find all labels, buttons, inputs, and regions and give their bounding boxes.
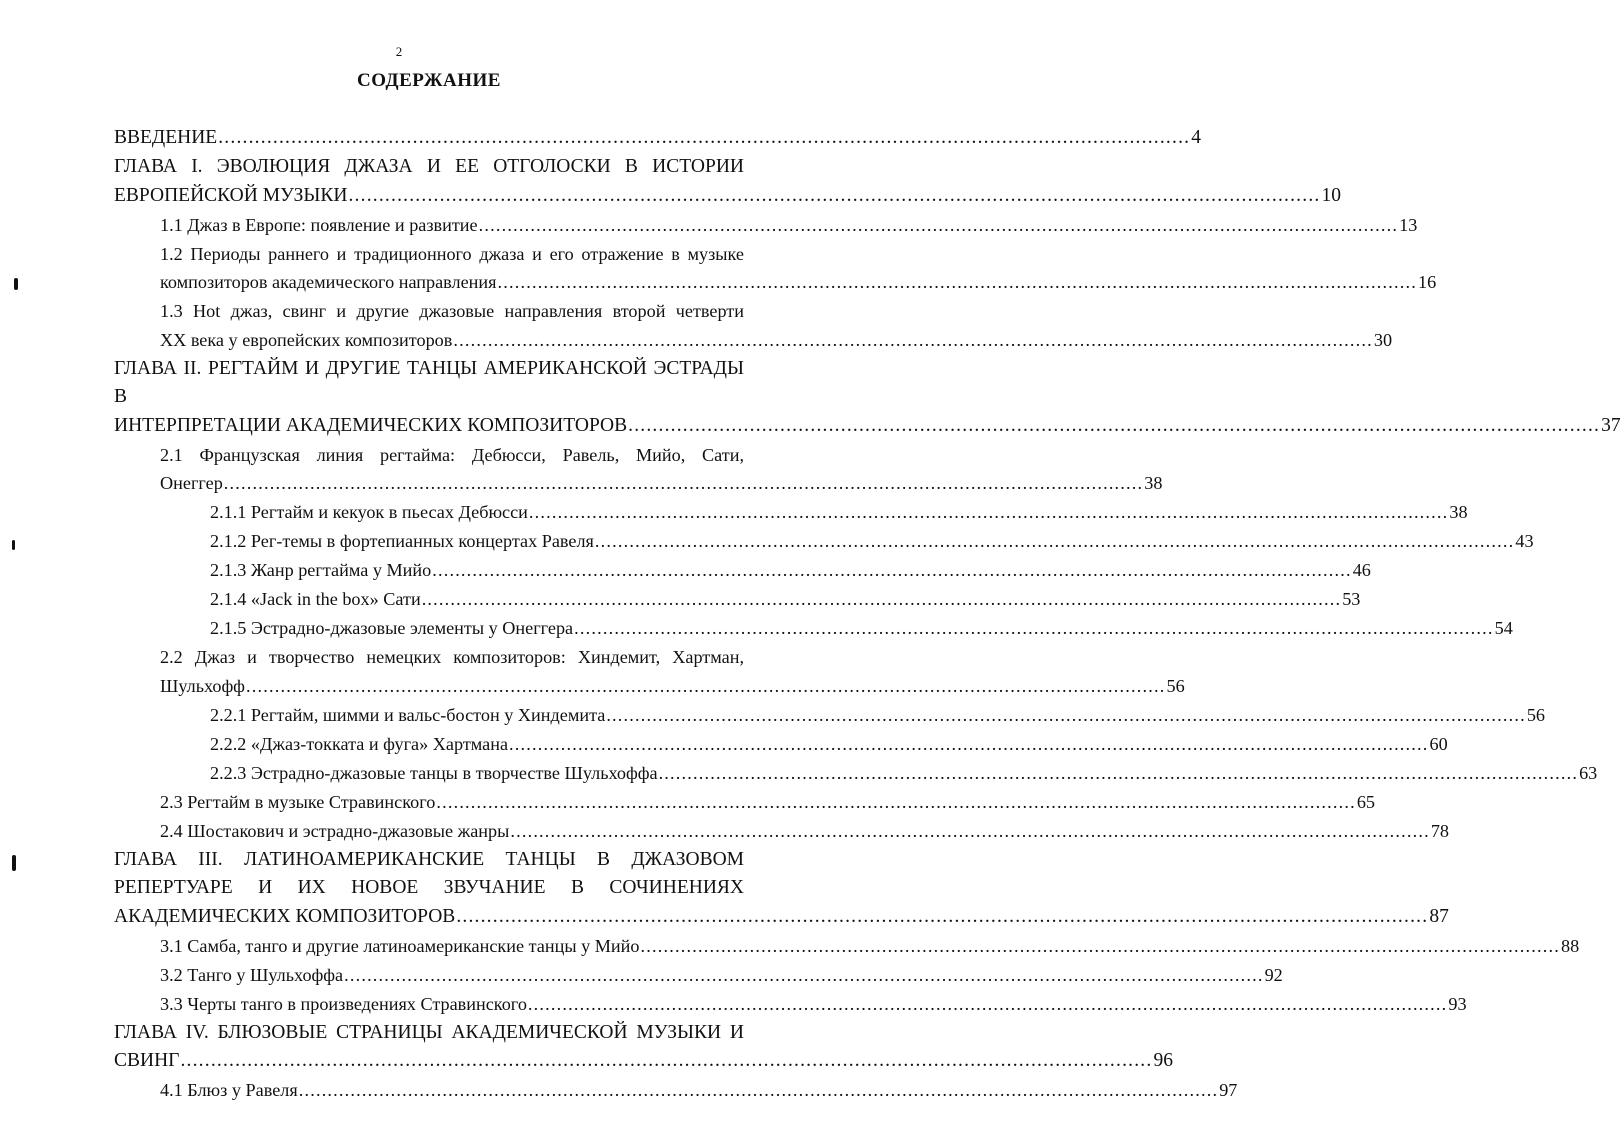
entry-page: 63 (1579, 762, 1598, 783)
toc-entry-2-2[interactable] (160, 643, 1185, 700)
dot-leader: ................................................................................................................................................................ (453, 329, 1373, 350)
toc-title: СОДЕРЖАНИЕ (357, 70, 501, 91)
entry-page: 13 (1399, 214, 1418, 235)
entry-page: 53 (1342, 589, 1361, 609)
entry-title: 3.2 Танго у Шульхоффа (160, 964, 344, 985)
toc-entry-2-1-5[interactable] (210, 614, 1513, 643)
scan-mark (12, 855, 16, 871)
entry-title: 2.1.4 «Jack in the box» Сати (210, 589, 421, 609)
dot-leader: ................................................................................................................................................................ (421, 589, 1342, 609)
entry-title: 3.3 Черты танго в произведениях Стравинского (160, 993, 527, 1014)
entry-page: 87 (1429, 905, 1449, 927)
entry-title: СВИНГ (114, 1050, 180, 1071)
entry-title: 2.2.2 «Джаз-токката и фуга» Хартмана (210, 733, 509, 754)
entry-page: 60 (1429, 733, 1448, 754)
entry-title: 2.4 Шостакович и эстрадно-джазовые жанры (160, 820, 510, 841)
dot-leader: ................................................................................................................................................................ (218, 127, 1191, 148)
dot-leader: ................................................................................................................................................................ (245, 675, 1166, 696)
dot-leader: ................................................................................................................................................................ (223, 473, 1144, 493)
dot-leader: ................................................................................................................................................................ (348, 184, 1321, 206)
toc-entry-2-1-1[interactable] (210, 498, 1468, 527)
entry-title-line: 1.3 Hot джаз, свинг и другие джазовые направления второй четверти (160, 301, 744, 321)
dot-leader: ................................................................................................................................................................ (456, 905, 1429, 927)
dot-leader: ................................................................................................................................................................ (527, 993, 1448, 1014)
entry-page: 10 (1321, 184, 1341, 206)
entry-page: 54 (1494, 618, 1513, 638)
dot-leader: ................................................................................................................................................................ (509, 733, 1429, 754)
entry-page: 30 (1373, 329, 1393, 350)
entry-title: 2.1.3 Жанр регтайма у Мийо (210, 560, 432, 580)
entry-title: 2.1.2 Рег-темы в фортепианных концертах Равеля (210, 531, 594, 551)
toc-entry-4-1[interactable] (160, 1076, 1238, 1105)
entry-page: 78 (1430, 820, 1450, 841)
entry-page: 16 (1418, 272, 1437, 292)
entry-title: ВВЕДЕНИЕ (114, 127, 218, 148)
entry-title: ИНТЕРПРЕТАЦИИ АКАДЕМИЧЕСКИХ КОМПОЗИТОРОВ (114, 414, 628, 436)
entry-title: АКАДЕМИЧЕСКИХ КОМПОЗИТОРОВ (114, 905, 456, 927)
entry-title: XX века у европейских композиторов (160, 329, 453, 350)
toc-entry-1-2[interactable] (160, 240, 1437, 297)
dot-leader: ................................................................................................................................................................ (510, 820, 1430, 841)
dot-leader: ................................................................................................................................................................ (528, 502, 1449, 522)
toc-entry-2-1[interactable] (160, 441, 1163, 498)
entry-title: 1.1 Джаз в Европе: появление и развитие (160, 214, 478, 235)
entry-page: 4 (1191, 127, 1201, 148)
dot-leader: ................................................................................................................................................................ (180, 1050, 1153, 1071)
entry-title-line: 2.1 Французская линия регтайма: Дебюсси, Равель, Мийо, Сати, (160, 444, 744, 465)
toc-entry-2-3[interactable] (160, 788, 1376, 817)
toc-entry-2-2-1[interactable] (210, 701, 1545, 730)
toc-entry-chapter-1[interactable] (114, 153, 1341, 210)
entry-page: 88 (1560, 935, 1580, 956)
table-of-contents (114, 124, 1621, 1105)
toc-entry-2-1-3[interactable] (210, 556, 1371, 585)
dot-leader: ................................................................................................................................................................ (640, 935, 1560, 956)
entry-title: 2.2.3 Эстрадно-джазовые танцы в творчестве Шульхоффа (210, 762, 658, 783)
entry-page: 43 (1515, 531, 1534, 551)
entry-page: 37 (1601, 414, 1621, 436)
entry-title: 2.1.5 Эстрадно-джазовые элементы у Онеггера (210, 618, 574, 638)
toc-entry-2-2-2[interactable] (210, 730, 1448, 759)
entry-page: 56 (1526, 704, 1545, 725)
toc-entry-3-1[interactable] (160, 932, 1580, 961)
toc-entry-2-1-4[interactable] (210, 585, 1361, 614)
toc-entry-1-3[interactable] (160, 297, 1393, 354)
page-number: 2 (395, 44, 403, 59)
toc-entry-1-1[interactable] (160, 211, 1418, 240)
toc-entry-3-3[interactable] (160, 990, 1467, 1019)
entry-title: композиторов академического направления (160, 272, 497, 292)
entry-page: 38 (1144, 473, 1163, 493)
entry-title-line: РЕПЕРТУАРЕ И ИХ НОВОЕ ЗВУЧАНИЕ В СОЧИНЕНИЯХ (114, 877, 744, 898)
dot-leader: ................................................................................................................................................................ (436, 791, 1356, 812)
dot-leader: ................................................................................................................................................................ (478, 214, 1399, 235)
toc-entry-chapter-3[interactable] (114, 846, 1449, 932)
entry-page: 96 (1153, 1050, 1173, 1071)
entry-title-line: 2.2 Джаз и творчество немецких композиторов: Хиндемит, Хартман, (160, 647, 744, 667)
scan-mark (14, 278, 18, 290)
entry-title: Шульхофф (160, 675, 245, 696)
dot-leader: ................................................................................................................................................................ (628, 414, 1601, 436)
dot-leader: ................................................................................................................................................................ (594, 531, 1515, 551)
toc-entry-3-2[interactable] (160, 961, 1283, 990)
entry-title-line: ГЛАВА III. ЛАТИНОАМЕРИКАНСКИЕ ТАНЦЫ В ДЖАЗОВОМ (114, 848, 744, 870)
toc-entry-2-4[interactable] (160, 817, 1450, 846)
entry-title: 2.2.1 Регтайм, шимми и вальс-бостон у Хиндемита (210, 704, 606, 725)
entry-title-line: ГЛАВА II. РЕГТАЙМ И ДРУГИЕ ТАНЦЫ АМЕРИКАНСКОЙ ЭСТРАДЫ В (114, 357, 744, 407)
entry-page: 65 (1356, 791, 1376, 812)
entry-page: 46 (1352, 560, 1371, 580)
dot-leader: ................................................................................................................................................................ (432, 560, 1352, 580)
entry-title: 3.1 Самба, танго и другие латиноамериканские танцы у Мийо (160, 935, 640, 956)
dot-leader: ................................................................................................................................................................ (497, 272, 1418, 292)
entry-title: 4.1 Блюз у Равеля (160, 1080, 298, 1100)
entry-title-line: 1.2 Периоды раннего и традиционного джаза и его отражение в музыке (160, 243, 744, 264)
dot-leader: ................................................................................................................................................................ (658, 762, 1579, 783)
entry-title: 2.1.1 Регтайм и кекуок в пьесах Дебюсси (210, 502, 528, 522)
entry-title: Онеггер (160, 473, 223, 493)
dot-leader: ................................................................................................................................................................ (606, 704, 1526, 725)
toc-entry-chapter-2[interactable] (114, 355, 1621, 441)
entry-page: 97 (1219, 1080, 1238, 1100)
entry-page: 56 (1166, 675, 1185, 696)
scan-mark (12, 540, 15, 550)
entry-page: 92 (1264, 964, 1283, 985)
dot-leader: ................................................................................................................................................................ (298, 1080, 1219, 1100)
entry-title-line: ГЛАВА I. ЭВОЛЮЦИЯ ДЖАЗА И ЕЕ ОТГОЛОСКИ В ИСТОРИИ (114, 156, 744, 177)
toc-entry-2-1-2[interactable] (210, 527, 1534, 556)
entry-title: 2.3 Регтайм в музыке Стравинского (160, 791, 436, 812)
entry-page: 38 (1449, 502, 1468, 522)
toc-entry-2-2-3[interactable] (210, 759, 1598, 788)
toc-entry-introduction[interactable] (114, 124, 1201, 153)
entry-title-line: ГЛАВА IV. БЛЮЗОВЫЕ СТРАНИЦЫ АКАДЕМИЧЕСКОЙ МУЗЫКИ И (114, 1021, 744, 1043)
toc-entry-chapter-4[interactable] (114, 1019, 1173, 1076)
dot-leader: ................................................................................................................................................................ (344, 964, 1264, 985)
dot-leader: ................................................................................................................................................................ (574, 618, 1494, 638)
entry-title: ЕВРОПЕЙСКОЙ МУЗЫКИ (114, 184, 348, 206)
entry-page: 93 (1448, 993, 1467, 1014)
